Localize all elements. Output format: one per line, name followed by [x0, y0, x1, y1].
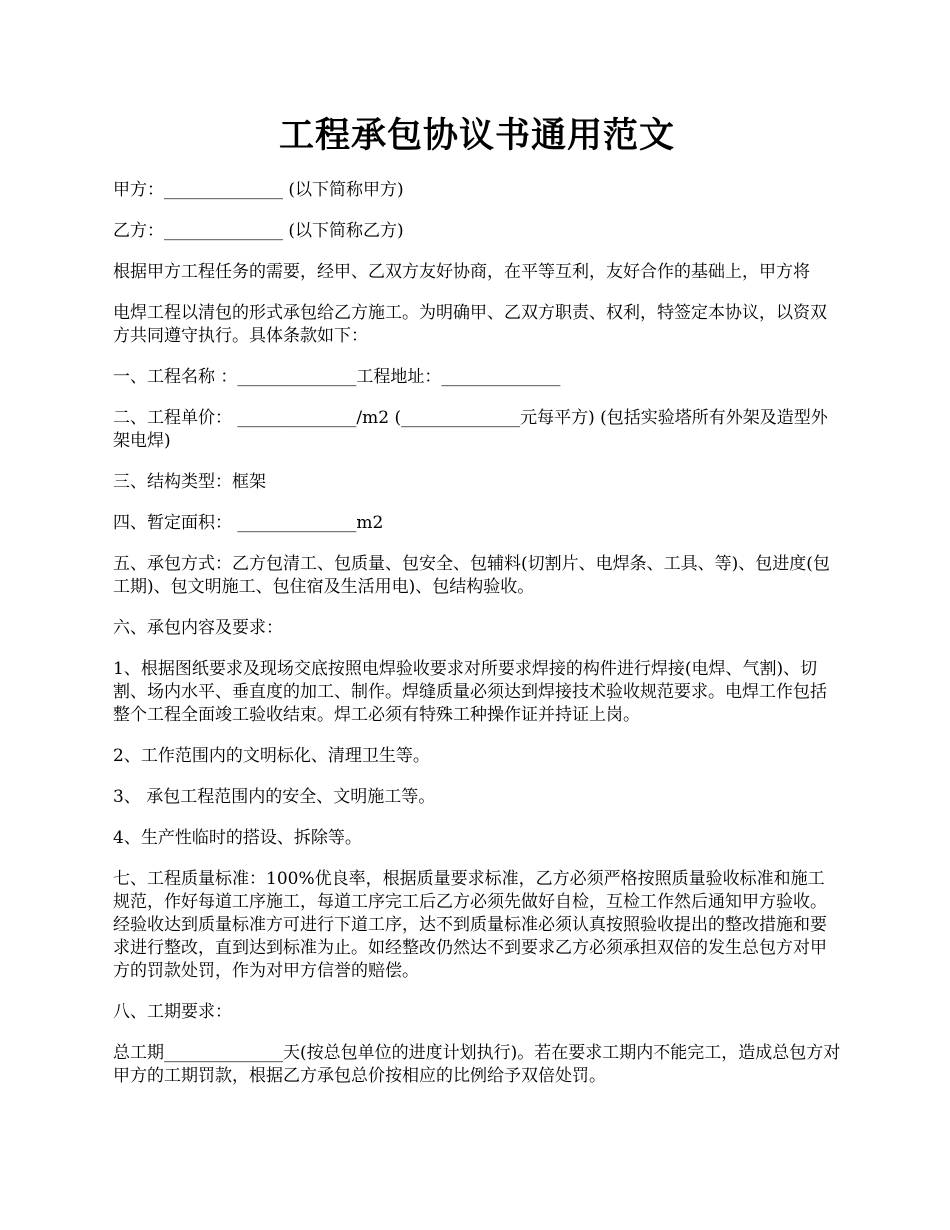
- scope-item-4: 4、生产性临时的搭设、拆除等。: [113, 828, 362, 848]
- scope-item-3: 3、 承包工程范围内的安全、文明施工等。: [113, 787, 436, 807]
- clause-unit-price: 二、工程单价： ______________/m2 (______________元每平方) (包括实验塔所有外架及造型外架电焊): [113, 408, 828, 451]
- intro-paragraph: 根据甲方工程任务的需要，经甲、乙双方友好协商，在平等互利，友好合作的基础上，甲方将: [113, 262, 810, 282]
- clause-schedule-heading: 八、工期要求：: [113, 1002, 232, 1022]
- clause-contract-method: 五、承包方式：乙方包清工、包质量、包安全、包辅料(切割片、电焊条、工具、等)、包进度(包工期)、包文明施工、包住宿及生活用电)、包结构验收。: [113, 554, 830, 597]
- clause-tentative-area: 四、暂定面积： ______________m2: [113, 513, 384, 533]
- document-title: 工程承包协议书通用范文: [278, 115, 675, 156]
- scope-item-1: 1、根据图纸要求及现场交底按照电焊验收要求对所要求焊接的构件进行焊接(电焊、气割)、切割、场内水平、垂直度的加工、制作。焊缝质量必须达到焊接技术验收规范要求。电焊工作包括整个工程全面竣工验收结束。焊工必须有特殊工种操作证并持证上岗。: [113, 659, 827, 725]
- clause-structure-type: 三、结构类型：框架: [113, 472, 266, 492]
- scope-item-2: 2、工作范围内的文明标化、清理卫生等。: [113, 746, 430, 766]
- clause-quality-standard: 七、工程质量标准：100%优良率，根据质量要求标准，乙方必须严格按照质量验收标准和施工规范，作好每道工序施工，每道工序完工后乙方必须先做好自检，互检工作然后通知甲方验收。经验收达到质量标准方可进行下道工序，达不到质量标准必须认真按照验收提出的整改措施和要求进行整改，直到达到标准为止。如经整改仍然达不到要求乙方必须承担双倍的发生总包方对甲方的罚款处罚，作为对甲方信誉的赔偿。: [113, 869, 827, 981]
- party-b-line: 乙方：______________ (以下简称乙方): [113, 221, 404, 241]
- intro-paragraph-continued: 电焊工程以清包的形式承包给乙方施工。为明确甲、乙双方职责、权利，特签定本协议，以资双方共同遵守执行。具体条款如下：: [113, 303, 827, 346]
- document-page: [113, 112, 841, 1106]
- party-a-line: 甲方：______________ (以下简称甲方): [113, 180, 404, 200]
- clause-project-name: 一、工程名称 ：______________工程地址：______________: [113, 367, 561, 387]
- clause-schedule-detail: 总工期______________天(按总包单位的进度计划执行)。若在要求工期内不能完工，造成总包方对甲方的工期罚款，根据乙方承包总价按相应的比例给予双倍处罚。: [113, 1043, 841, 1086]
- clause-scope-heading: 六、承包内容及要求：: [113, 618, 283, 638]
